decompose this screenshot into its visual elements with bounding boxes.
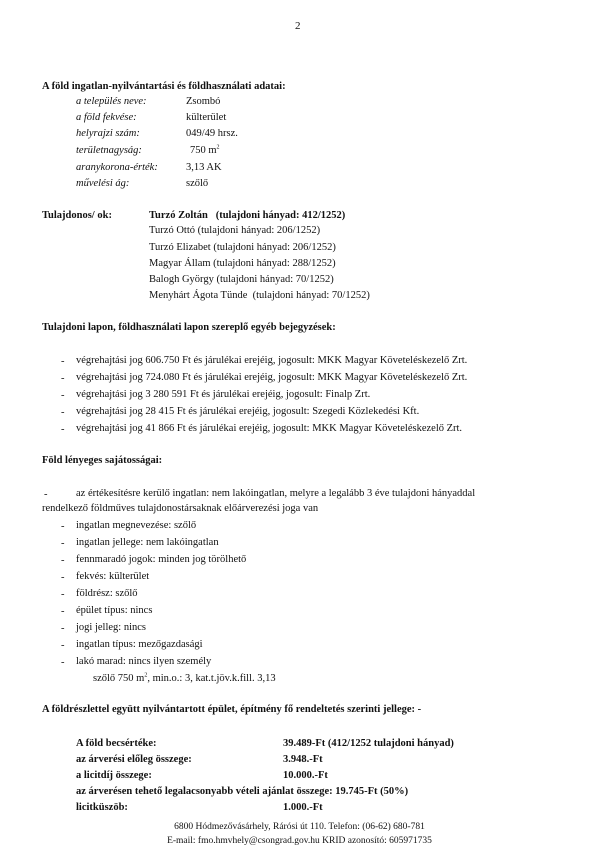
list-dash: - xyxy=(61,356,65,367)
owner-item: Magyar Állam (tulajdoni hányad: 288/1252) xyxy=(149,258,336,269)
list-dash: - xyxy=(61,424,65,435)
owner-main: Turzó Zoltán (tulajdoni hányad: 412/1252) xyxy=(149,210,346,221)
list-dash: - xyxy=(61,555,65,566)
owner-item: Menyhárt Ágota Tünde (tulajdoni hányad: 70/1252) xyxy=(149,290,370,301)
properties-intro-line2: rendelkező földműves tulajdonostársaknak előárverezési joga van xyxy=(42,503,319,514)
owner-item: Turzó Ottó (tulajdoni hányad: 206/1252) xyxy=(149,225,321,236)
label-area: területnagyság: xyxy=(76,145,142,156)
value-gold-crown-value: 3,13 AK xyxy=(186,162,222,173)
label-gold-crown-value: aranykorona-érték: xyxy=(76,162,158,173)
property-item: fekvés: külterület xyxy=(76,571,150,582)
list-dash: - xyxy=(61,606,65,617)
valuation-label: a licitdíj összege: xyxy=(76,770,152,781)
list-dash: - xyxy=(61,373,65,384)
property-item: ingatlan típus: mezőgazdasági xyxy=(76,639,203,650)
label-location: a föld fekvése: xyxy=(76,112,137,123)
valuation-label: licitküszöb: xyxy=(76,802,128,813)
properties-intro-line1: az értékesítésre kerülő ingatlan: nem lakóingatlan, melyre a legalább 3 éve tulajdoni hányaddal xyxy=(76,488,476,499)
value-cultivation: szőlő xyxy=(186,178,209,189)
entries-heading: Tulajdoni lapon, földhasználati lapon szereplő egyéb bejegyzések: xyxy=(42,322,336,333)
owner-item: Turzó Elizabet (tulajdoni hányad: 206/1252) xyxy=(149,242,336,253)
property-item: fennmaradó jogok: minden jog törölhető xyxy=(76,554,247,565)
value-settlement: Zsombó xyxy=(186,96,221,107)
list-dash: - xyxy=(61,572,65,583)
entry-item: végrehajtási jog 606.750 Ft és járulékai erejéig, jogosult: MKK Magyar Követeléskezelő Zrt. xyxy=(76,355,468,366)
building-line: A földrészlettel együtt nyilvántartott épület, építmény fő rendeltetés szerinti jellege: - xyxy=(42,704,422,715)
valuation-value: 39.489-Ft (412/1252 tulajdoni hányad) xyxy=(283,738,454,749)
valuation-value: 10.000.-Ft xyxy=(283,770,328,781)
label-settlement: a település neve: xyxy=(76,96,147,107)
list-dash: - xyxy=(61,538,65,549)
value-area: 750 $m^2$ xyxy=(190,144,220,156)
valuation-value: 1.000.-Ft xyxy=(283,802,323,813)
list-dash: - xyxy=(61,657,65,668)
properties-heading: Föld lényeges sajátosságai: xyxy=(42,455,163,466)
label-cultivation: művelési ág: xyxy=(76,178,130,189)
property-item: földrész: szőlő xyxy=(76,588,138,599)
list-dash: - xyxy=(61,521,65,532)
entry-item: végrehajtási jog 28 415 Ft és járulékai erejéig, jogosult: Szegedi Közlekedési Kft. xyxy=(76,406,420,417)
entry-item: végrehajtási jog 41 866 Ft és járulékai erejéig, jogosult: MKK Magyar Követeléskezelő Zrt. xyxy=(76,423,463,434)
owner-item: Balogh György (tulajdoni hányad: 70/1252) xyxy=(149,274,334,285)
list-dash: - xyxy=(61,623,65,634)
value-parcel-number: 049/49 hrsz. xyxy=(186,128,238,139)
owners-label: Tulajdonos/ ok: xyxy=(42,210,112,221)
list-dash: - xyxy=(61,589,65,600)
property-item: jogi jelleg: nincs xyxy=(76,622,146,633)
valuation-value: 3.948.-Ft xyxy=(283,754,323,765)
land-data-heading: A föld ingatlan-nyilvántartási és földhasználati adatai: xyxy=(42,81,286,92)
entry-item: végrehajtási jog 3 280 591 Ft és járulékai erejéig, jogosult: Finalp Zrt. xyxy=(76,389,371,400)
valuation-label: az árverési előleg összege: xyxy=(76,754,192,765)
footer-contact: E-mail: fmo.hmvhely@csongrad.gov.hu KRID azonosító: 605971735 xyxy=(167,836,432,846)
properties-extra-line: szőlő 750 $m^2$, min.o.: 3, kat.t.jöv.k.fill. 3,13 xyxy=(93,672,276,684)
label-parcel-number: helyrajzi szám: xyxy=(76,128,140,139)
entry-item: végrehajtási jog 724.080 Ft és járulékai erejéig, jogosult: MKK Magyar Követeléskezelő Zrt. xyxy=(76,372,468,383)
list-dash: - xyxy=(61,407,65,418)
valuation-label: az árverésen tehető legalacsonyabb vételi ajánlat összege: 19.745-Ft (50%) xyxy=(76,786,409,797)
property-item: ingatlan megnevezése: szőlő xyxy=(76,520,197,531)
list-dash: - xyxy=(61,640,65,651)
list-dash: - xyxy=(61,390,65,401)
valuation-label: A föld becsértéke: xyxy=(76,738,157,749)
list-dash: - xyxy=(44,489,48,500)
footer-address: 6800 Hódmezővásárhely, Rárósi út 110. Telefon: (06-62) 680-781 xyxy=(174,822,425,832)
property-item: ingatlan jellege: nem lakóingatlan xyxy=(76,537,219,548)
value-location: külterület xyxy=(186,112,227,123)
page-number: 2 xyxy=(295,20,301,32)
property-item: lakó marad: nincs ilyen személy xyxy=(76,656,212,667)
property-item: épület típus: nincs xyxy=(76,605,153,616)
